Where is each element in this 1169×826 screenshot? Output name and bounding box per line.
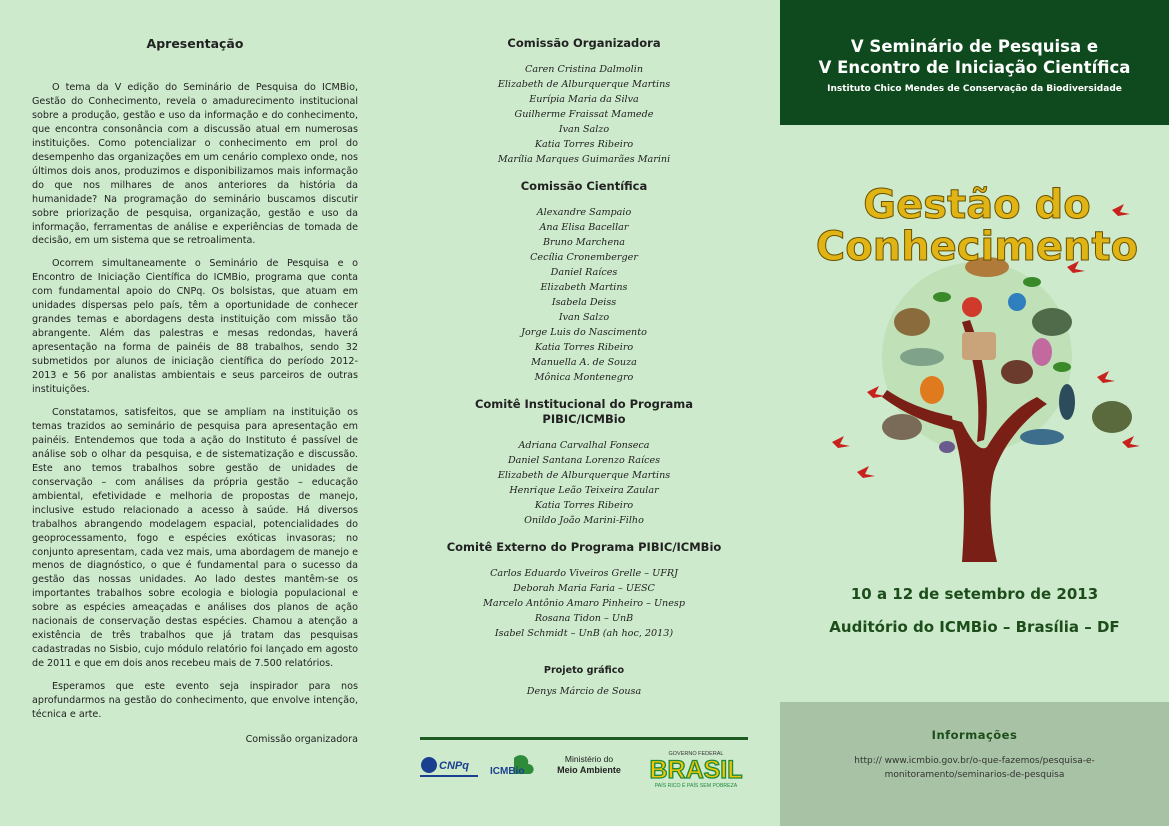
committee-member: Katia Torres Ribeiro (534, 500, 634, 511)
committee-member: Ana Elisa Bacellar (539, 222, 629, 233)
artwork-title-line1: Gestão do (863, 182, 1091, 228)
committee-member: Isabela Deiss (551, 297, 617, 308)
presentation-paragraph: Esperamos que este evento seja inspirador para nos aprofundarmos na gestão do conhecimento, que envolve intenção, técnica e arte. (32, 681, 358, 720)
committee-member: Marília Marques Guimarães Marini (497, 154, 671, 165)
red-bird-icon (857, 466, 875, 478)
committee-member: Ivan Salzo (558, 124, 610, 135)
leaf-image (900, 348, 944, 366)
animal-image (894, 308, 930, 336)
leaf-icon (933, 292, 951, 302)
info-box (780, 702, 1169, 826)
committee-member: Daniel Raíces (550, 267, 618, 278)
cnpq-logo (420, 754, 478, 783)
red-bird-icon (1097, 371, 1115, 383)
icmbio-logo (490, 754, 542, 785)
committee-member: Manuella A. de Souza (531, 357, 637, 368)
committee-members (412, 566, 756, 641)
committee-member: Elizabeth de Alburquerque Martins (497, 79, 671, 90)
svg-text:BRASIL: BRASIL (649, 756, 743, 784)
event-venue: Auditório do ICMBio – Brasília – DF (829, 618, 1120, 636)
turtle-image (1032, 308, 1072, 336)
info-url[interactable] (780, 754, 1169, 782)
flower-image (939, 441, 955, 453)
committee-member: Elizabeth de Alburquerque Martins (497, 470, 671, 481)
svg-text:PAÍS RICO É PAÍS SEM POBREZA: PAÍS RICO É PAÍS SEM POBREZA (654, 783, 738, 789)
committee-member: Mônica Montenegro (534, 372, 634, 383)
committee-member: Marcelo Antônio Amaro Pinheiro – Unesp (483, 598, 685, 609)
red-bird-icon (1112, 204, 1130, 216)
presentation-title: Apresentação (146, 36, 244, 51)
svg-text:CNPq: CNPq (439, 760, 469, 772)
presentation-paragraph: O tema da V edição do Seminário de Pesquisa do ICMBio, Gestão do Conhecimento, revela o amadurecimento institucional sobre a produção, gestão e uso da informação e do conhecimento, que encontra consonância com a discussão atual em numerosas instituições. Como potencializar o conhecimento em prol do desempenho das organizações em um cenário complexo onde, nos últimos dois anos, produzimos e disponibilizamos mais informação do que nos milhares de anos anteriores da história da humanidade? Na programação do seminário buscamos discutir sobre priorização de pesquisa, organização, gestão e uso da informação, ferramentas de análise e experiências de tomada de decisão, em um sistema que se retroalimenta. (32, 82, 358, 247)
header-line1: V Seminário de Pesquisa e (850, 37, 1099, 56)
info-heading: Informações (931, 728, 1018, 742)
presentation-paragraph: Constatamos, satisfeitos, que se ampliam na instituição os temas trazidos ao seminário de pesquisa para apresentação em painéis. Entendemos que toda a ação do Instituto é passível de análise sob o olhar da pesquisa, e de sistematização e discussão. Este ano temos trabalhos sobre gestão de unidades de conservação – com análises da própria gestão – educação ambiental, efetividade e melhoria de propostas de manejo, inclusive estudo relacionado a acesso à saúde. Há diversos trabalhos abrangendo modelagem espacial, potencialidades do geoprocessamento, fogo e espécies exóticas invasoras; no conjunto apresentam, cada vez mais, uma abordagem de manejo e menos de diagnóstico, o que é fundamental para o sucesso da gestão das nossas unidades. Ao lado destes mantêm-se os importantes trabalhos sobre ecologia e biologia populacional e sobre as espécies ameaçadas e análises dos planos de ação nacionais de conservação destas espécies. Chamou a atenção a existência de três trabalhos que já tratam das pesquisas cadastradas no Sisbio, cujo módulo relatório foi lançado em agosto de 2011 e que em dois anos recebeu mais de 7.500 relatórios. (32, 406, 358, 670)
committee-title: Projeto gráfico (543, 665, 625, 676)
committee-member: Deborah Maria Faria – UESC (513, 583, 655, 594)
committee-member: Caren Cristina Dalmolin (524, 64, 643, 75)
ministry-line2: Meio Ambiente (557, 765, 621, 775)
committee-member: Adriana Carvalhal Fonseca (518, 440, 650, 451)
committee-member: Carlos Eduardo Viveiros Grelle – UFRJ (490, 568, 678, 579)
committee-member: Jorge Luis do Nascimento (521, 327, 647, 338)
committee-member: Katia Torres Ribeiro (534, 139, 634, 150)
brasil-flag-icon (642, 748, 750, 790)
monkey-image (1001, 360, 1033, 384)
red-bird-icon (1122, 436, 1140, 448)
red-bird-icon (832, 436, 850, 448)
committee-title: Comissão Científica (520, 179, 648, 193)
brasil-logo (642, 748, 750, 793)
committee-member: Alexandre Sampaio (536, 207, 632, 218)
committee-member: Eurípia Maria da Silva (529, 94, 639, 105)
leaf-icon (1053, 362, 1071, 372)
climber-image (1059, 384, 1075, 420)
turtle-image (1092, 401, 1132, 433)
parrot-image (962, 297, 982, 317)
committees-column (412, 36, 756, 711)
committee-members (412, 438, 756, 528)
committee-member: Bruno Marchena (542, 237, 626, 248)
committee-member: Elizabeth Martins (540, 282, 628, 293)
knowledge-tree-illustration (812, 172, 1142, 567)
committee-title: Comissão Organizadora (507, 36, 661, 50)
presentation-signature: Comissão organizadora (245, 733, 358, 745)
committee-member: Denys Márcio de Sousa (526, 686, 642, 697)
fish-image (1020, 429, 1064, 445)
presentation-column (32, 36, 358, 745)
committee-member: Daniel Santana Lorenzo Raíces (507, 455, 661, 466)
committee-title: Comitê Institucional do Programa PIBIC/ICMBio (474, 397, 694, 426)
info-url-line2[interactable]: monitoramento/seminarios-de-pesquisa (884, 770, 1065, 780)
event-details (780, 585, 1169, 636)
committee-member: Ivan Salzo (558, 312, 610, 323)
committee-member: Isabel Schmidt – UnB (ah hoc, 2013) (494, 628, 674, 639)
info-url-line1[interactable]: http:// www.icmbio.gov.br/o-que-fazemos/pesquisa-e- (854, 756, 1095, 766)
event-header (780, 0, 1169, 125)
ministry-line1: Ministério do (564, 754, 614, 764)
committee-member: Onildo João Marini-Filho (524, 515, 644, 526)
sponsor-logos (420, 737, 748, 798)
flower-image (1032, 338, 1052, 366)
committee-members (412, 62, 756, 167)
committee-members (412, 684, 756, 699)
people-image (962, 332, 996, 360)
committee-member: Henrique Leão Teixeira Zaular (509, 485, 659, 496)
svg-text:ICMBio: ICMBio (490, 766, 525, 777)
bird-image (920, 376, 944, 404)
artwork-title-line2: Conhecimento (815, 224, 1139, 270)
event-dates: 10 a 12 de setembro de 2013 (850, 585, 1099, 603)
svg-text:GOVERNO FEDERAL: GOVERNO FEDERAL (668, 751, 724, 757)
ministry-logo (556, 754, 622, 776)
red-bird-icon (867, 386, 885, 398)
committee-member: Cecília Cronemberger (530, 252, 638, 263)
committee-member: Guilherme Fraissat Mamede (514, 109, 654, 120)
committee-members (412, 205, 756, 385)
presentation-paragraph: Ocorrem simultaneamente o Seminário de Pesquisa e o Encontro de Iniciação Científica do ICMBio, programa que conta com fundamental apoio do CNPq. Os bolsistas, que atuam em unidades dispersas pelo país, têm a oportunidade de conhecer grandes temas e abordagens desta instituição com missão tão abrangente. Além das palestras e mesas redondas, haverá apresentação na forma de painéis de 88 trabalhos, sendo 32 submetidos por alunos de iniciação científica do período 2012-2013 e 56 por analistas ambientais e seus parceiros de outras instituições. (32, 258, 358, 396)
cnpq-icon (420, 754, 478, 780)
committee-member: Katia Torres Ribeiro (534, 342, 634, 353)
committee-title: Comitê Externo do Programa PIBIC/ICMBio (446, 540, 722, 554)
header-line2: V Encontro de Iniciação Científica (818, 58, 1131, 77)
parrot-image (1008, 293, 1026, 311)
fossil-image (882, 414, 922, 440)
leaf-icon (1023, 277, 1041, 287)
icmbio-icon (490, 754, 542, 782)
header-institute: Instituto Chico Mendes de Conservação da Biodiversidade (827, 84, 1122, 94)
committee-member: Rosana Tidon – UnB (534, 613, 634, 624)
